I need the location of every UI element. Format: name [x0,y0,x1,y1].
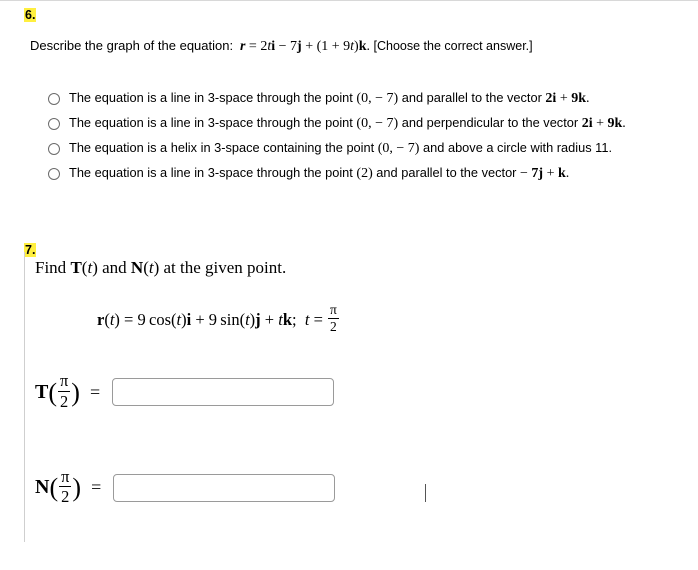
question-7-title: Find T(t) and N(t) at the given point. [35,258,287,277]
answer-input-N[interactable] [113,474,335,502]
answer-line-N [35,466,684,507]
radio-button-icon[interactable] [48,93,60,105]
answer-input-T[interactable] [112,378,334,406]
top-divider [0,0,698,1]
question-7-number: 7. [25,243,36,257]
question-6-prompt-lead: Describe the graph of the equation: [30,38,234,53]
answer-label-T: T ( $\frac{\pi}{2}$ ) = [35,371,101,411]
text-cursor [425,484,426,502]
radio-button-icon[interactable] [48,118,60,130]
question-6-note: [Choose the correct answer.] [373,39,533,53]
answer-label-N: N ( $\frac{\pi}{2}$ ) = [35,466,102,507]
question-6-prompt [30,38,533,55]
choice-label: The equation is a line in 3-space through the point (0, − 7) and perpendicular to the vector 2i + 9k. [69,115,626,131]
radio-button-icon[interactable] [48,168,60,180]
question-6-choices [48,90,688,190]
question-6-number: 6. [25,8,36,22]
equals-sign-T: = [89,381,101,402]
question-6-equation: r = 2ti − 7j + (1 + 9t)k. [239,39,370,54]
argument-fraction: $\frac{\pi}{2}$ [61,466,70,507]
choice-label: The equation is a line in 3-space through the point (0, − 7) and parallel to the vector 2i + 9k. [69,90,590,106]
equation-fraction: $\frac{\pi}{2}$ [330,302,337,335]
question-7-equation: r(t) = 9 cos(t)i + 9 sin(t)j + tk; t = $\frac{\pi}{2}$ [97,302,337,335]
choice-row[interactable] [48,140,688,157]
choice-row[interactable] [48,165,688,182]
choice-label: The equation is a line in 3-space through the point (2) and parallel to the vector − 7j + k. [69,165,570,181]
radio-button-icon[interactable] [48,143,60,155]
equals-sign-N: = [91,477,102,498]
answer-line-T [35,373,684,410]
argument-fraction: $\frac{\pi}{2}$ [60,371,69,411]
choice-row[interactable] [48,90,688,107]
question-7-block [24,252,684,542]
choice-label: The equation is a helix in 3-space containing the point (0, − 7) and above a circle with radius 11. [69,140,613,156]
choice-row[interactable] [48,115,688,132]
